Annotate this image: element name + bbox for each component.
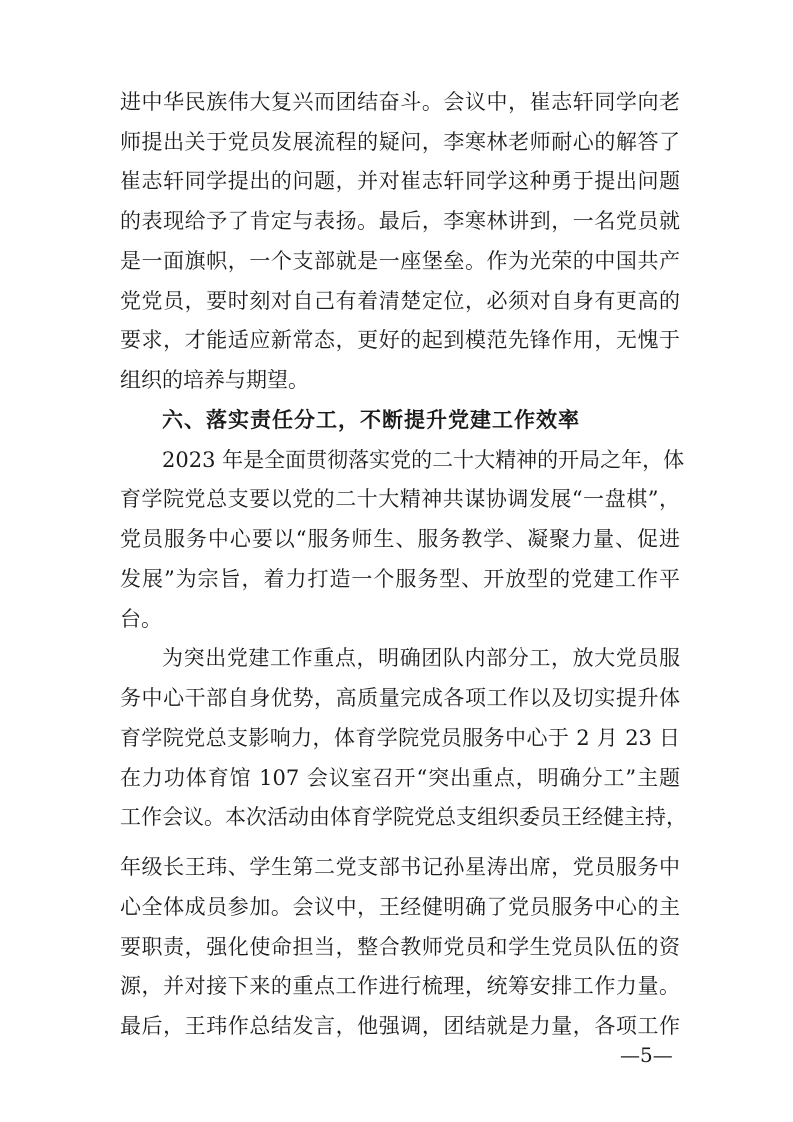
text-line: 进中华民族伟大复兴而团结奋斗。会议中，崔志轩同学向老 [120,90,680,114]
text-line: 师提出关于党员发展流程的疑问，李寒林老师耐心的解答了 [120,130,680,154]
page-number: —5— [620,1043,673,1067]
text-line: 源，并对接下来的重点工作进行梳理，统筹安排工作力量。 [120,974,680,998]
text-line: 崔志轩同学提出的问题，并对崔志轩同学这种勇于提出问题 [120,169,680,193]
text-line: 的表现给予了肯定与表扬。最后，李寒林讲到，一名党员就 [120,209,680,233]
text-line: 育学院党总支影响力，体育学院党员服务中心于 2 月 23 日 [120,726,680,750]
text-line: 党党员，要时刻对自己有着清楚定位，必须对自身有更高的 [120,289,680,313]
text-line: 要职责，强化使命担当，整合教师党员和学生党员队伍的资 [120,935,680,959]
text-line: 心全体成员参加。会议中，王经健明确了党员服务中心的主 [120,895,680,919]
text-line: 工作会议。本次活动由体育学院党总支组织委员王经健主持， [120,805,687,829]
text-line: 最后，王玮作总结发言，他强调，团结就是力量，各项工作 [120,1014,680,1038]
text-line: 年级长王玮、学生第二党支部书记孙星涛出席，党员服务中 [120,855,680,879]
section-heading: 六、落实责任分工，不断提升党建工作效率 [162,408,580,432]
text-line: 2023 年是全面贯彻落实党的二十大精神的开局之年，体 [162,448,685,472]
text-line: 发展”为宗旨，着力打造一个服务型、开放型的党建工作平 [120,567,680,591]
text-line: 在力功体育馆 107 会议室召开“突出重点，明确分工”主题 [120,766,680,790]
text-line: 台。 [120,607,162,631]
text-line: 党员服务中心要以“服务师生、服务教学、凝聚力量、促进 [120,527,680,551]
text-line: 要求，才能适应新常态，更好的起到模范先锋作用，无愧于 [120,328,680,352]
text-line: 为突出党建工作重点，明确团队内部分工，放大党员服 [162,646,680,670]
text-line: 组织的培养与期望。 [120,368,309,392]
text-line: 育学院党总支要以党的二十大精神共谋协调发展“一盘棋”， [120,487,680,511]
text-line: 是一面旗帜，一个支部就是一座堡垒。作为光荣的中国共产 [120,249,680,273]
text-line: 务中心干部自身优势，高质量完成各项工作以及切实提升体 [120,686,680,710]
